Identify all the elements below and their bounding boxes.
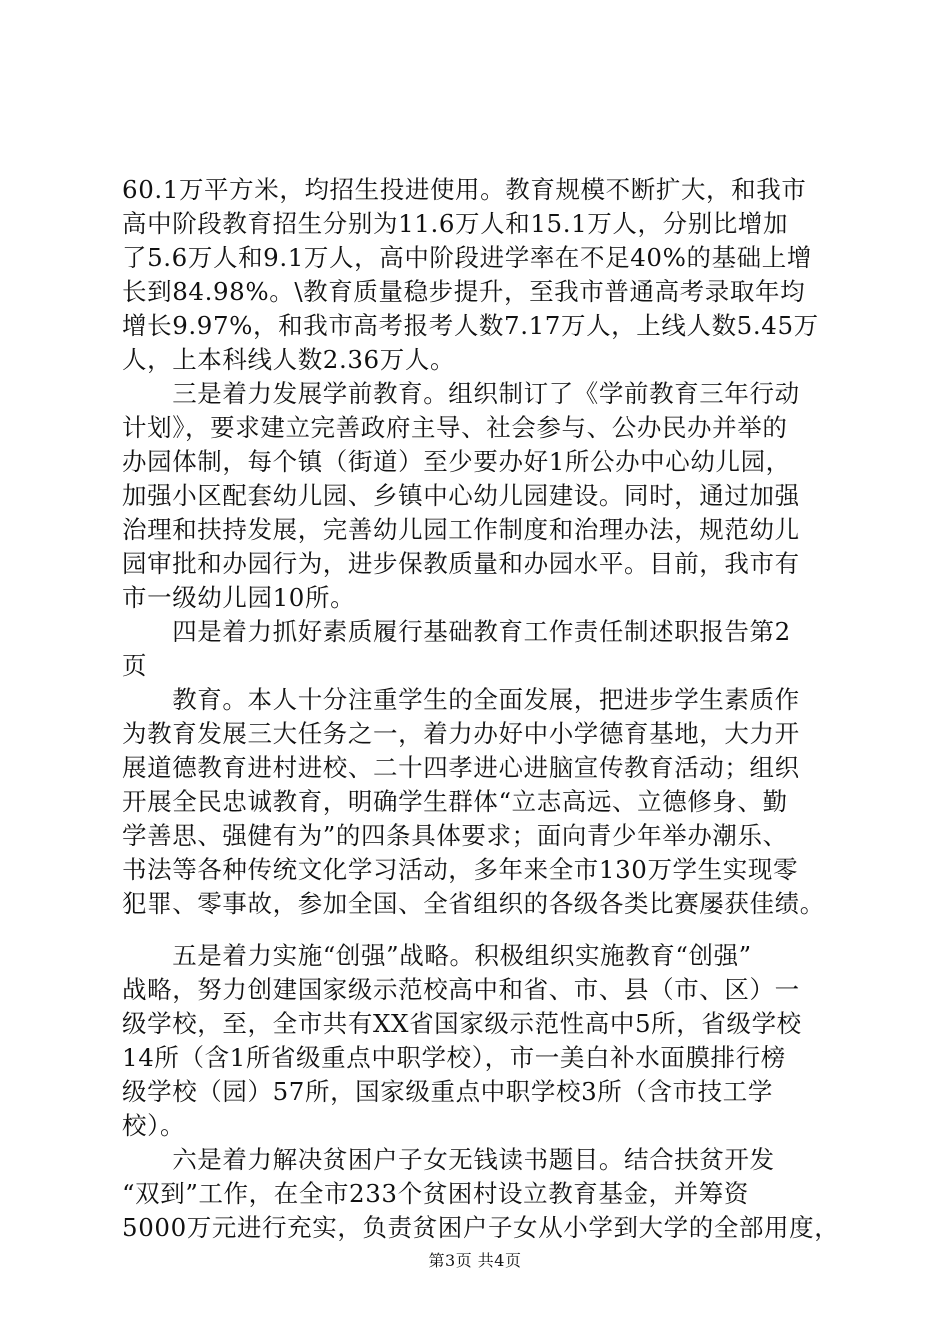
text-line: 办园体制，每个镇（街道）至少要办好1所公办中心幼儿园， — [122, 447, 791, 476]
text-line: 60.1万平方米，均招生投进使用。教育规模不断扩大，和我市 — [122, 175, 807, 204]
text-line: 犯罪、零事故，参加全国、全省组织的各级各类比赛屡获佳绩。 — [122, 889, 825, 918]
text-line: 级学校（园）57所，国家级重点中职学校3所（含市技工学 — [122, 1077, 773, 1106]
text-line: 计划》，要求建立完善政府主导、社会参与、公办民办并举的 — [122, 413, 788, 442]
text-line: 14所（含1所省级重点中职学校），市一美白补水面膜排行榜 — [122, 1043, 786, 1072]
text-line: 治理和扶持发展，完善幼儿园工作制度和治理办法，规范幼儿 — [122, 515, 800, 544]
text-line: 开展全民忠诚教育，明确学生群体“立志高远、立德修身、勤 — [122, 787, 788, 816]
text-line: 书法等各种传统文化学习活动，多年来全市130万学生实现零 — [122, 855, 799, 884]
text-line: 人，上本科线人数2.36万人。 — [122, 345, 456, 374]
text-line: 三是着力发展学前教育。组织制订了《学前教育三年行动 — [122, 379, 800, 408]
text-line: 加强小区配套幼儿园、乡镇中心幼儿园建设。同时，通过加强 — [122, 481, 800, 510]
text-line: 园审批和办园行为，进步保教质量和办园水平。目前，我市有 — [122, 549, 800, 578]
text-line: 展道德教育进村进校、二十四孝进心进脑宣传教育活动；组织 — [122, 753, 800, 782]
text-line: 四是着力抓好素质履行基础教育工作责任制述职报告第2 — [122, 617, 791, 646]
text-line: 5000万元进行充实，负责贫困户子女从小学到大学的全部用度， — [122, 1213, 840, 1242]
text-line: 校）。 — [122, 1111, 186, 1140]
text-line: 六是着力解决贫困户子女无钱读书题目。结合扶贫开发 — [122, 1145, 775, 1174]
text-line: 五是着力实施“创强”战略。积极组织实施教育“创强” — [122, 941, 752, 970]
text-line: 长到84.98%。\教育质量稳步提升，至我市普通高考录取年均 — [122, 277, 806, 306]
text-line: 高中阶段教育招生分别为11.6万人和15.1万人，分别比增加 — [122, 209, 789, 238]
text-line: 了5.6万人和9.1万人，高中阶段进学率在不足40%的基础上增 — [122, 243, 812, 272]
text-line: 级学校，至，全市共有XX省国家级示范性高中5所，省级学校 — [122, 1009, 802, 1038]
text-line: 为教育发展三大任务之一，着力办好中小学德育基地，大力开 — [122, 719, 800, 748]
text-line: 增长9.97%，和我市高考报考人数7.17万人，上线人数5.45万 — [122, 311, 819, 340]
text-line: 教育。本人十分注重学生的全面发展，把进步学生素质作 — [122, 685, 800, 714]
text-line: 学善思、强健有为”的四条具体要求；面向青少年举办潮乐、 — [122, 821, 788, 850]
page-footer: 第3页 共4页 — [428, 1251, 522, 1270]
text-line: 市一级幼儿园10所。 — [122, 583, 356, 612]
text-line: 战略，努力创建国家级示范校高中和省、市、县（市、区）一 — [122, 975, 800, 1004]
text-line: 页 — [122, 651, 148, 680]
text-line: “双到”工作，在全市233个贫困村设立教育基金，并筹资 — [122, 1179, 750, 1208]
